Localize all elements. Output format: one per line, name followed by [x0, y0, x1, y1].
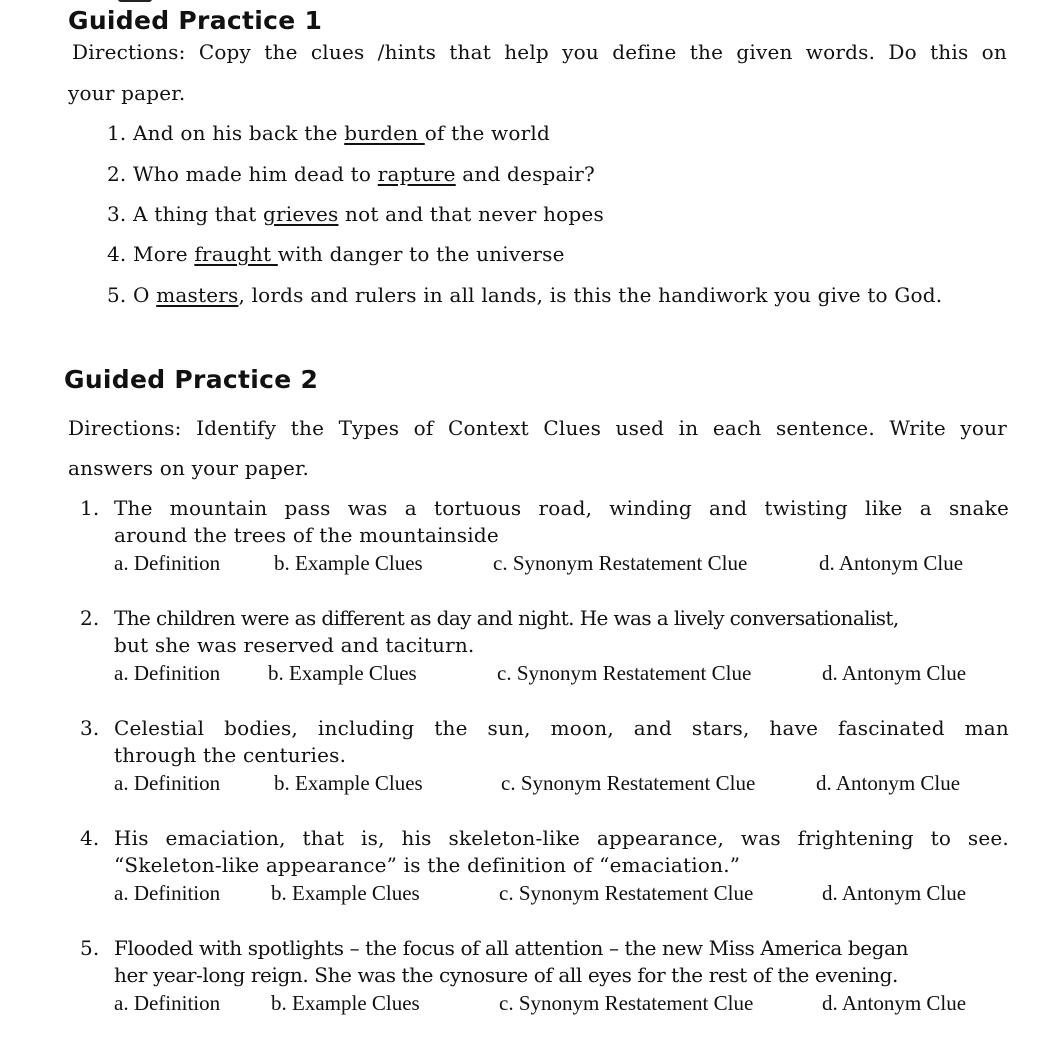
- question-1-option-b: b. Example Clues: [274, 551, 423, 575]
- gp1-item-2-after: and despair?: [455, 162, 595, 186]
- scan-mark: [118, 0, 152, 2]
- gp1-item-2: [107, 162, 595, 186]
- gp1-item-5-after: , lords and rulers in all lands, is this the handiwork you give to God.: [238, 283, 943, 307]
- gp1-item-4-word: fraught: [194, 242, 278, 266]
- question-4-option-c: c. Synonym Restatement Clue: [499, 881, 754, 905]
- gp1-item-1-after: of the world: [424, 121, 550, 145]
- gp1-directions-line1: Directions: Copy the clues /hints that help you define the given words. Do this on: [72, 40, 1007, 64]
- gp1-item-3-after: not and that never hopes: [338, 202, 604, 226]
- gp1-item-5: [107, 283, 942, 307]
- gp2-heading: Guided Practice 2: [64, 365, 319, 394]
- question-2-option-b: b. Example Clues: [268, 661, 417, 685]
- question-4-option-a: a. Definition: [114, 881, 221, 905]
- gp1-item-3-word: grieves: [263, 202, 339, 226]
- question-1-number: 1.: [80, 496, 100, 520]
- question-2-line1: The children were as different as day and night. He was a lively conversationalist,: [114, 606, 899, 630]
- gp2-directions-line1: Directions: Identify the Types of Context Clues used in each sentence. Write your: [68, 416, 1007, 440]
- question-3-option-a: a. Definition: [114, 771, 221, 795]
- gp1-item-2-word: rapture: [377, 162, 456, 186]
- question-3-line2: through the centuries.: [114, 743, 347, 767]
- question-5-option-c: c. Synonym Restatement Clue: [499, 991, 754, 1015]
- question-3-number: 3.: [80, 716, 100, 740]
- gp1-item-2-before: 2. Who made him dead to: [107, 162, 378, 186]
- question-5-number: 5.: [80, 936, 100, 960]
- question-3-option-b: b. Example Clues: [274, 771, 423, 795]
- question-4-line1: His emaciation, that is, his skeleton-like appearance, was frightening to see.: [114, 826, 1009, 850]
- question-1-option-c: c. Synonym Restatement Clue: [493, 551, 748, 575]
- gp1-item-1-word: burden: [344, 121, 425, 145]
- question-4-option-d: d. Antonym Clue: [822, 881, 967, 905]
- gp1-item-4-before: 4. More: [107, 242, 195, 266]
- question-2-option-d: d. Antonym Clue: [822, 661, 967, 685]
- question-2-option-c: c. Synonym Restatement Clue: [497, 661, 752, 685]
- gp1-item-4: [107, 242, 565, 266]
- gp1-item-4-after: with danger to the universe: [277, 242, 565, 266]
- question-3-line1: Celestial bodies, including the sun, moon, and stars, have fascinated man: [114, 716, 1009, 740]
- gp1-item-3: [107, 202, 604, 226]
- question-2-line2: but she was reserved and taciturn.: [114, 633, 475, 657]
- question-5-option-d: d. Antonym Clue: [822, 991, 967, 1015]
- question-4-option-b: b. Example Clues: [271, 881, 420, 905]
- question-3-option-c: c. Synonym Restatement Clue: [501, 771, 756, 795]
- question-3-option-d: d. Antonym Clue: [816, 771, 961, 795]
- gp1-item-5-word: masters: [156, 283, 239, 307]
- question-2-option-a: a. Definition: [114, 661, 221, 685]
- question-4-line2: “Skeleton-like appearance” is the definition of “emaciation.”: [114, 853, 741, 877]
- gp2-directions-line2: answers on your paper.: [68, 456, 310, 480]
- gp1-heading: Guided Practice 1: [68, 6, 323, 35]
- gp1-item-5-before: 5. O: [107, 283, 157, 307]
- gp1-item-1: [107, 121, 550, 145]
- gp1-item-3-before: 3. A thing that: [107, 202, 264, 226]
- question-1-line2: around the trees of the mountainside: [114, 523, 499, 547]
- question-1-option-a: a. Definition: [114, 551, 221, 575]
- question-5-option-b: b. Example Clues: [271, 991, 420, 1015]
- question-5-line1: Flooded with spotlights – the focus of all attention – the new Miss America began: [114, 936, 909, 960]
- question-1-option-d: d. Antonym Clue: [819, 551, 964, 575]
- question-5-line2: her year-long reign. She was the cynosure of all eyes for the rest of the evening.: [114, 963, 898, 987]
- gp1-directions-line2: your paper.: [68, 81, 186, 105]
- question-4-number: 4.: [80, 826, 100, 850]
- question-2-number: 2.: [80, 606, 100, 630]
- question-1-line1: The mountain pass was a tortuous road, winding and twisting like a snake: [114, 496, 1009, 520]
- question-5-option-a: a. Definition: [114, 991, 221, 1015]
- gp1-item-1-before: 1. And on his back the: [107, 121, 345, 145]
